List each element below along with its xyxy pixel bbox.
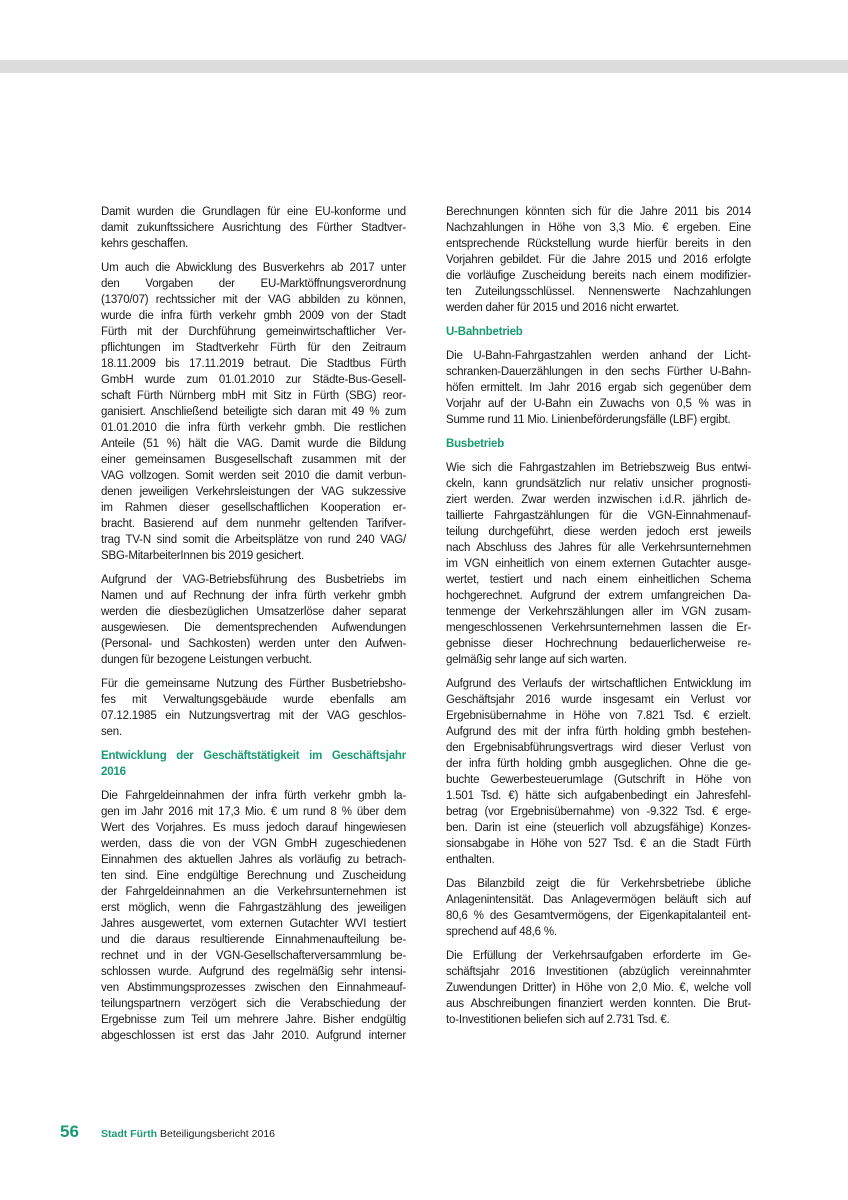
text-line: teilungspartnern verzögert sich die Verabschiedung der — [101, 998, 406, 1010]
text-line: Jahres ausgewertet, vom externen Gutachter WVI testiert — [101, 918, 406, 930]
text-line: enthalten. — [446, 854, 495, 866]
text-line: und die daraus resultierende Einnahmenaufteilung be- — [101, 934, 406, 946]
text-line: ganisiert. Anschließend beteiligte sich daran mit 49 % zum — [101, 406, 406, 418]
text-line: entsprechende Rückstellung wurde hierfür bereits in den — [446, 238, 751, 250]
text-line: Summe rund 11 Mio. Linienbeförderungsfälle (LBF) ergibt. — [446, 414, 731, 426]
text-line: damit zukunftssichere Ausrichtung des Fürther Stadtver- — [101, 222, 406, 234]
text-line: Einnahmen des aktuellen Jahres als vorläufig zu betrach- — [101, 854, 406, 866]
paragraph — [446, 948, 751, 1028]
paragraph — [446, 876, 751, 940]
text-line: ckeln, kann grundsätzlich nur relativ unsicher prognosti- — [446, 478, 751, 490]
text-line: (Personal- und Sachkosten) werden unter den Aufwen- — [101, 638, 406, 650]
text-line: rechnet und in der VGN-Gesellschafterversammlung be- — [101, 950, 406, 962]
text-line: Geschäftsjahr 2016 wurde insgesamt ein Verlust vor — [446, 694, 751, 706]
text-line: 07.12.1985 ein Nutzungsvertrag mit der VAG geschlos- — [101, 710, 406, 722]
text-line: ten Zuteilungsschlüssel. Nennenswerte Nachzahlungen — [446, 286, 751, 298]
right-column — [446, 204, 751, 1036]
text-line: VAG vollzogen. Somit werden seit 2010 die damit verbun- — [101, 470, 406, 482]
text-line: der Fahrgeldeinnahmen an die Verkehrsunternehmen ist — [101, 886, 406, 898]
heading-line: Entwicklung der Geschäftstätigkeit im Geschäftsjahr — [101, 750, 406, 762]
text-line: der infra fürth holding gmbh ausgeglichen. Ohne die ge- — [446, 758, 751, 770]
text-line: ven Abstimmungsprozesses zwischen den Einnahmeauf- — [101, 982, 406, 994]
text-line: wurde die infra fürth verkehr gmbh 2009 von der Stadt — [101, 310, 406, 322]
text-line: ausgewiesen. Die dementsprechenden Aufwendungen — [101, 622, 406, 634]
text-line: Ergebnisübernahme in Höhe von 7.821 Tsd. € erzielt. — [446, 710, 751, 722]
text-line: (1370/07) rechtssicher mit der VAG abbilden zu können, — [101, 294, 406, 306]
text-line: buchte Gewerbesteuerumlage (Gutschrift in Höhe von — [446, 774, 751, 786]
text-line: werden, dass die von der VGN GmbH zugeschiedenen — [101, 838, 406, 850]
text-line: erst möglich, wenn die Fahrgastzählung des jeweiligen — [101, 902, 406, 914]
text-line: Damit wurden die Grundlagen für eine EU-konforme und — [101, 206, 406, 218]
text-line: im VGN einheitlich von einem externen Gutachter ausge- — [446, 558, 751, 570]
paragraph — [101, 676, 406, 740]
text-line: teilung durchgeführt, diese werden jedoch erst jeweils — [446, 526, 751, 538]
text-line: Ergebnisse zum Teil um mehrere Jahre. Bisher endgültig — [101, 1014, 406, 1026]
text-line: schranken-Dauerzählungen in den sechs Fürther U-Bahn- — [446, 366, 751, 378]
text-line: Fürth mit der Durchführung gemeinwirtschaftlicher Ver- — [101, 326, 406, 338]
text-line: GmbH wurde zum 01.01.2010 zur Städte-Bus-Gesell- — [101, 374, 406, 386]
text-line: im Rahmen dieser gesellschaftlichen Kooperation er- — [101, 502, 406, 514]
text-line: Wert des Vorjahres. Es muss jedoch darauf hingewiesen — [101, 822, 406, 834]
section-heading — [446, 436, 751, 452]
text-line: fes mit Verwaltungsgebäude wurde ebenfalls am — [101, 694, 406, 706]
text-line: schlossen wurde. Aufgrund des regelmäßig sehr intensi- — [101, 966, 406, 978]
footer-brand: Stadt Fürth — [101, 1128, 157, 1140]
text-line: bracht. Basierend auf dem nunmehr geltenden Tarifver- — [101, 518, 406, 530]
text-line: sen. — [101, 726, 122, 738]
text-line: taillierte Fahrgastzählungen für die VGN-Einnahmenauf- — [446, 510, 751, 522]
text-line: Vorjahr auf der U-Bahn ein Zuwachs von 0,5 % was in — [446, 398, 751, 410]
text-line: gelmäßig sehr lange auf sich warten. — [446, 654, 627, 666]
text-line: ben. Darin ist eine (steuerlich voll abzugsfähige) Konzes- — [446, 822, 751, 834]
text-line: Wie sich die Fahrgastzahlen im Betriebszweig Bus entwi- — [446, 462, 751, 474]
text-line: Die Fahrgeldeinnahmen der infra fürth verkehr gmbh la- — [101, 790, 406, 802]
paragraph — [101, 260, 406, 564]
paragraph — [446, 676, 751, 868]
text-line: 01.01.2010 die infra fürth verkehr gmbh. Die restlichen — [101, 422, 406, 434]
text-line: aus Abschreibungen finanziert werden konnten. Die Brut- — [446, 998, 751, 1010]
page-number: 56 — [60, 1122, 79, 1141]
paragraph — [101, 572, 406, 668]
text-line: Die Erfüllung der Verkehrsaufgaben erforderte im Ge- — [446, 950, 751, 962]
text-line: dungen für bezogene Leistungen verbucht. — [101, 654, 312, 666]
text-line: Anteile (51 %) hält die VAG. Damit wurde die Bildung — [101, 438, 406, 450]
text-line: schaft Fürth Nürnberg mbH mit Sitz in Fürth (SBG) reor- — [101, 390, 406, 402]
text-line: ziert werden. Zwar werden inzwischen i.d.R. jährlich de- — [446, 494, 751, 506]
heading-line: 2016 — [101, 766, 126, 778]
heading-line: Busbetrieb — [446, 438, 505, 450]
text-line: Um auch die Abwicklung des Busverkehrs ab 2017 unter — [101, 262, 406, 274]
text-line: pflichtungen im Stadtverkehr Fürth für den Zeitraum — [101, 342, 406, 354]
text-line: 80,6 % des Gesamtvermögens, der Eigenkapitalanteil ent- — [446, 910, 751, 922]
text-line: Anlagenintensität. Das Anlagevermögen beläuft sich auf — [446, 894, 751, 906]
footer-report-title: Beteiligungsbericht 2016 — [160, 1128, 275, 1140]
paragraph — [101, 788, 406, 1044]
section-heading — [101, 748, 406, 780]
text-line: mengeschlossenen Verkehrsunternehmen lassen die Er- — [446, 622, 751, 634]
paragraph — [446, 348, 751, 428]
section-heading — [446, 324, 751, 340]
text-line: schäftsjahr 2016 Investitionen (abzüglich vereinnahmter — [446, 966, 751, 978]
text-line: Berechnungen könnten sich für die Jahre 2011 bis 2014 — [446, 206, 751, 218]
text-line: einer gemeinsamen Busgesellschaft zusammen mit der — [101, 454, 406, 466]
text-line: Die U-Bahn-Fahrgastzahlen werden anhand der Licht- — [446, 350, 751, 362]
text-line: Namen und auf Rechnung der infra fürth verkehr gmbh — [101, 590, 406, 602]
paragraph — [446, 460, 751, 668]
text-line: werden die diesbezüglichen Umsatzerlöse daher separat — [101, 606, 406, 618]
text-line: 18.11.2009 bis 17.11.2019 betraut. Die Stadtbus Fürth — [101, 358, 406, 370]
text-line: SBG-MitarbeiterInnen bis 2019 gesichert. — [101, 550, 304, 562]
text-line: Für die gemeinsame Nutzung des Fürther Busbetriebsho- — [101, 678, 406, 690]
text-line: 1.501 Tsd. €) hätte sich aufgabenbedingt ein Jahresfehl- — [446, 790, 751, 802]
heading-line: U-Bahnbetrieb — [446, 326, 523, 338]
text-line: abgeschlossen ist erst das Jahr 2010. Aufgrund interner — [101, 1030, 406, 1042]
paragraph — [446, 204, 751, 316]
text-line: trag TV-N sind somit die Arbeitsplätze von rund 240 VAG/ — [101, 534, 406, 546]
text-line: Aufgrund des Verlaufs der wirtschaftlichen Entwicklung im — [446, 678, 751, 690]
text-line: die vorläufige Zuscheidung bereits nach einem modifizier- — [446, 270, 751, 282]
text-line: denen jeweiligen Verkehrsleistungen der VAG sukzessive — [101, 486, 406, 498]
text-line: werden daher für 2015 und 2016 nicht erwartet. — [446, 302, 680, 314]
text-line: Aufgrund des mit der infra fürth holding gmbh bestehen- — [446, 726, 751, 738]
paragraph — [101, 204, 406, 252]
text-line: gebnisse dieser Hochrechnung bedauerlicherweise re- — [446, 638, 751, 650]
page-footer — [60, 1122, 275, 1142]
text-line: den Ergebnisabführungsvertrags wird dieser Verlust von — [446, 742, 751, 754]
text-line: betrag (vor Ergebnisübernahme) von -9.322 Tsd. € erge- — [446, 806, 751, 818]
text-line: hochgerechnet. Aufgrund der extrem umfangreichen Da- — [446, 590, 751, 602]
text-line: kehrs geschaffen. — [101, 238, 189, 250]
text-line: Zuwendungen Dritter) in Höhe von 2,0 Mio. €, welche voll — [446, 982, 751, 994]
left-column — [101, 204, 406, 1052]
text-line: Nachzahlungen in Höhe von 3,3 Mio. € ergeben. Eine — [446, 222, 751, 234]
text-line: wertet, testiert und nach einem einheitlichen Schema — [446, 574, 751, 586]
text-line: sionsabgabe in Höhe von 527 Tsd. € an die Stadt Fürth — [446, 838, 751, 850]
top-gray-bar — [0, 60, 848, 73]
text-line: to-Investitionen beliefen sich auf 2.731 Tsd. €. — [446, 1014, 670, 1026]
text-line: nach Abschluss des Jahres für alle Verkehrsunternehmen — [446, 542, 751, 554]
text-line: Aufgrund der VAG-Betriebsführung des Busbetriebs im — [101, 574, 406, 586]
text-line: Das Bilanzbild zeigt die für Verkehrsbetriebe übliche — [446, 878, 751, 890]
text-line: gen im Jahr 2016 mit 17,3 Mio. € um rund 8 % über dem — [101, 806, 406, 818]
text-line: den Vorgaben der EU-Marktöffnungsverordnung — [101, 278, 406, 290]
text-line: tenmenge der Verkehrszählungen aller im VGN zusam- — [446, 606, 751, 618]
text-line: höfen ermittelt. Im Jahr 2016 ergab sich gegenüber dem — [446, 382, 751, 394]
text-line: sprechend auf 48,6 %. — [446, 926, 557, 938]
text-line: ten sind. Eine endgültige Berechnung und Zuscheidung — [101, 870, 406, 882]
text-line: Vorjahren gebildet. Für die Jahre 2015 und 2016 erfolgte — [446, 254, 751, 266]
